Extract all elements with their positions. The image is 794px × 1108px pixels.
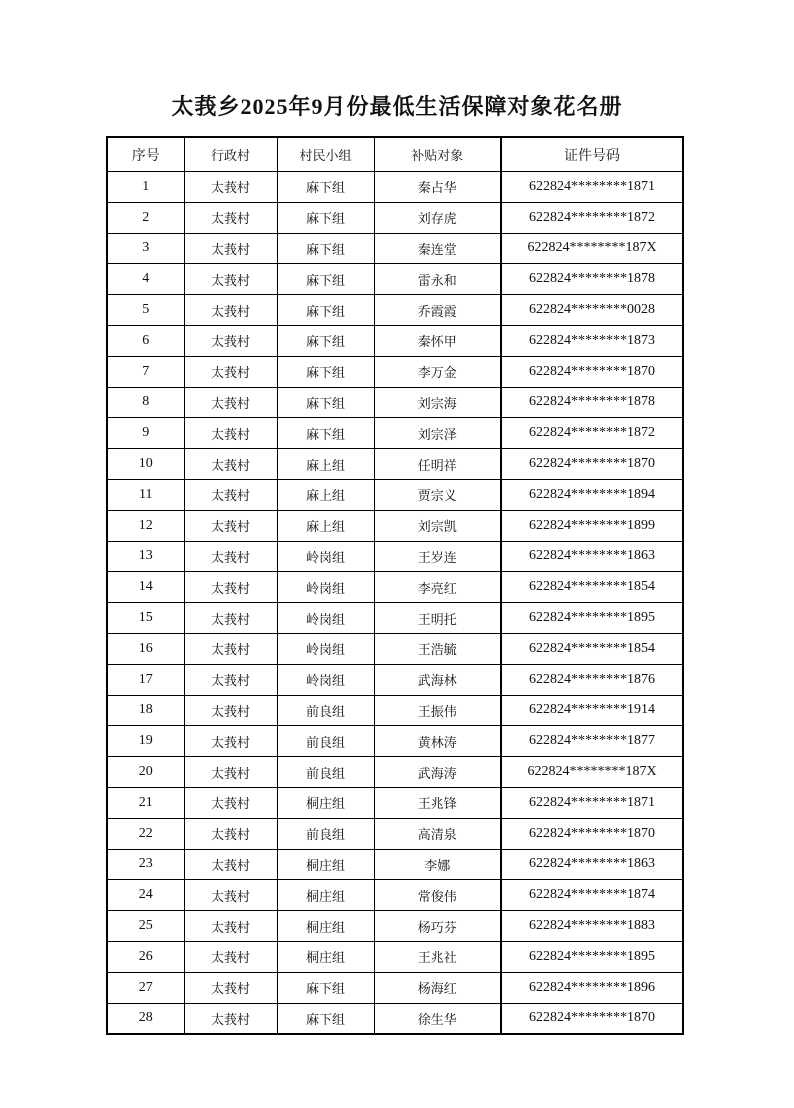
cell-seq: 4 (107, 264, 184, 295)
table-row (107, 172, 683, 203)
cell-village: 太莪村 (184, 911, 277, 942)
table-body (107, 172, 683, 1035)
cell-seq: 11 (107, 479, 184, 510)
cell-group: 麻上组 (277, 510, 374, 541)
cell-village: 太莪村 (184, 479, 277, 510)
table-row (107, 295, 683, 326)
cell-name: 高清泉 (374, 818, 501, 849)
cell-name: 刘宗海 (374, 387, 501, 418)
cell-id: 622824********1870 (501, 818, 683, 849)
cell-id: 622824********1874 (501, 880, 683, 911)
cell-village: 太莪村 (184, 787, 277, 818)
table-row (107, 233, 683, 264)
cell-group: 桐庄组 (277, 849, 374, 880)
table-row (107, 202, 683, 233)
cell-seq: 15 (107, 603, 184, 634)
cell-name: 雷永和 (374, 264, 501, 295)
table-row (107, 510, 683, 541)
cell-name: 李亮红 (374, 572, 501, 603)
cell-group: 岭岗组 (277, 541, 374, 572)
cell-group: 桐庄组 (277, 880, 374, 911)
cell-seq: 6 (107, 325, 184, 356)
cell-village: 太莪村 (184, 510, 277, 541)
cell-group: 岭岗组 (277, 572, 374, 603)
cell-name: 王兆社 (374, 941, 501, 972)
cell-name: 王岁连 (374, 541, 501, 572)
cell-seq: 28 (107, 1003, 184, 1034)
cell-village: 太莪村 (184, 1003, 277, 1034)
cell-name: 李万金 (374, 356, 501, 387)
cell-name: 秦怀甲 (374, 325, 501, 356)
table-row (107, 695, 683, 726)
cell-seq: 21 (107, 787, 184, 818)
cell-id: 622824********1871 (501, 787, 683, 818)
cell-name: 李娜 (374, 849, 501, 880)
cell-group: 麻下组 (277, 387, 374, 418)
cell-id: 622824********1877 (501, 726, 683, 757)
cell-group: 前良组 (277, 757, 374, 788)
cell-village: 太莪村 (184, 356, 277, 387)
cell-name: 武海林 (374, 664, 501, 695)
cell-group: 前良组 (277, 818, 374, 849)
cell-village: 太莪村 (184, 664, 277, 695)
cell-name: 王浩毓 (374, 633, 501, 664)
cell-id: 622824********1876 (501, 664, 683, 695)
cell-group: 麻下组 (277, 295, 374, 326)
cell-village: 太莪村 (184, 387, 277, 418)
cell-village: 太莪村 (184, 880, 277, 911)
table-row (107, 572, 683, 603)
cell-name: 任明祥 (374, 449, 501, 480)
cell-name: 贾宗义 (374, 479, 501, 510)
cell-seq: 25 (107, 911, 184, 942)
cell-seq: 1 (107, 172, 184, 203)
cell-seq: 23 (107, 849, 184, 880)
cell-name: 王明托 (374, 603, 501, 634)
cell-village: 太莪村 (184, 633, 277, 664)
cell-id: 622824********1878 (501, 387, 683, 418)
document-title: 太莪乡2025年9月份最低生活保障对象花名册 (171, 94, 623, 119)
cell-village: 太莪村 (184, 172, 277, 203)
table-row (107, 664, 683, 695)
cell-id: 622824********1872 (501, 202, 683, 233)
cell-name: 王兆锋 (374, 787, 501, 818)
cell-seq: 14 (107, 572, 184, 603)
cell-village: 太莪村 (184, 233, 277, 264)
table-row (107, 911, 683, 942)
cell-village: 太莪村 (184, 603, 277, 634)
table-row (107, 356, 683, 387)
cell-id: 622824********1878 (501, 264, 683, 295)
table-row (107, 387, 683, 418)
cell-seq: 22 (107, 818, 184, 849)
table-row (107, 757, 683, 788)
cell-group: 岭岗组 (277, 633, 374, 664)
cell-village: 太莪村 (184, 325, 277, 356)
cell-village: 太莪村 (184, 449, 277, 480)
cell-seq: 26 (107, 941, 184, 972)
cell-village: 太莪村 (184, 202, 277, 233)
cell-name: 刘宗凯 (374, 510, 501, 541)
cell-name: 乔霞霞 (374, 295, 501, 326)
cell-name: 杨巧芬 (374, 911, 501, 942)
cell-group: 前良组 (277, 726, 374, 757)
cell-group: 麻下组 (277, 202, 374, 233)
cell-seq: 19 (107, 726, 184, 757)
cell-id: 622824********1872 (501, 418, 683, 449)
cell-group: 麻下组 (277, 972, 374, 1003)
cell-seq: 10 (107, 449, 184, 480)
cell-id: 622824********1895 (501, 603, 683, 634)
cell-name: 王振伟 (374, 695, 501, 726)
header-row (107, 137, 683, 172)
cell-name: 黄林涛 (374, 726, 501, 757)
cell-id: 622824********1870 (501, 449, 683, 480)
cell-id: 622824********1873 (501, 325, 683, 356)
cell-id: 622824********1870 (501, 1003, 683, 1034)
cell-seq: 8 (107, 387, 184, 418)
header-id: 证件号码 (501, 137, 683, 172)
header-seq: 序号 (107, 137, 184, 172)
cell-id: 622824********1883 (501, 911, 683, 942)
cell-group: 桐庄组 (277, 787, 374, 818)
cell-village: 太莪村 (184, 757, 277, 788)
table-row (107, 264, 683, 295)
cell-seq: 5 (107, 295, 184, 326)
cell-group: 桐庄组 (277, 941, 374, 972)
cell-group: 麻上组 (277, 479, 374, 510)
cell-seq: 2 (107, 202, 184, 233)
roster-table (106, 136, 684, 1035)
cell-id: 622824********1894 (501, 479, 683, 510)
cell-seq: 16 (107, 633, 184, 664)
cell-seq: 17 (107, 664, 184, 695)
cell-id: 622824********1854 (501, 633, 683, 664)
table-row (107, 633, 683, 664)
table-row (107, 1003, 683, 1034)
table-row (107, 818, 683, 849)
cell-id: 622824********1854 (501, 572, 683, 603)
cell-village: 太莪村 (184, 418, 277, 449)
cell-id: 622824********1914 (501, 695, 683, 726)
cell-id: 622824********187X (501, 757, 683, 788)
cell-name: 刘宗泽 (374, 418, 501, 449)
table-row (107, 418, 683, 449)
cell-name: 徐生华 (374, 1003, 501, 1034)
cell-group: 麻下组 (277, 325, 374, 356)
cell-group: 麻下组 (277, 418, 374, 449)
cell-id: 622824********1863 (501, 541, 683, 572)
cell-village: 太莪村 (184, 572, 277, 603)
table-row (107, 849, 683, 880)
cell-id: 622824********187X (501, 233, 683, 264)
cell-group: 麻下组 (277, 233, 374, 264)
cell-id: 622824********1871 (501, 172, 683, 203)
cell-group: 麻上组 (277, 449, 374, 480)
cell-group: 麻下组 (277, 264, 374, 295)
header-name: 补贴对象 (374, 137, 501, 172)
table-row (107, 972, 683, 1003)
cell-id: 622824********0028 (501, 295, 683, 326)
cell-group: 麻下组 (277, 1003, 374, 1034)
cell-seq: 20 (107, 757, 184, 788)
cell-village: 太莪村 (184, 941, 277, 972)
cell-seq: 12 (107, 510, 184, 541)
cell-id: 622824********1863 (501, 849, 683, 880)
cell-seq: 13 (107, 541, 184, 572)
table-row (107, 941, 683, 972)
cell-seq: 3 (107, 233, 184, 264)
cell-village: 太莪村 (184, 264, 277, 295)
table-row (107, 449, 683, 480)
cell-name: 秦连堂 (374, 233, 501, 264)
table-row (107, 787, 683, 818)
header-group: 村民小组 (277, 137, 374, 172)
cell-id: 622824********1895 (501, 941, 683, 972)
cell-village: 太莪村 (184, 726, 277, 757)
table-row (107, 325, 683, 356)
cell-group: 桐庄组 (277, 911, 374, 942)
cell-group: 麻下组 (277, 172, 374, 203)
table-row (107, 603, 683, 634)
header-village: 行政村 (184, 137, 277, 172)
cell-group: 岭岗组 (277, 603, 374, 634)
cell-name: 刘存虎 (374, 202, 501, 233)
cell-id: 622824********1899 (501, 510, 683, 541)
cell-id: 622824********1896 (501, 972, 683, 1003)
cell-seq: 24 (107, 880, 184, 911)
cell-village: 太莪村 (184, 849, 277, 880)
table-row (107, 479, 683, 510)
cell-group: 麻下组 (277, 356, 374, 387)
cell-group: 前良组 (277, 695, 374, 726)
cell-id: 622824********1870 (501, 356, 683, 387)
cell-group: 岭岗组 (277, 664, 374, 695)
table-row (107, 880, 683, 911)
cell-village: 太莪村 (184, 818, 277, 849)
cell-name: 秦占华 (374, 172, 501, 203)
cell-village: 太莪村 (184, 295, 277, 326)
cell-seq: 9 (107, 418, 184, 449)
cell-village: 太莪村 (184, 972, 277, 1003)
cell-name: 杨海红 (374, 972, 501, 1003)
cell-village: 太莪村 (184, 695, 277, 726)
table-row (107, 726, 683, 757)
cell-seq: 18 (107, 695, 184, 726)
cell-name: 武海涛 (374, 757, 501, 788)
cell-village: 太莪村 (184, 541, 277, 572)
cell-name: 常俊伟 (374, 880, 501, 911)
cell-seq: 7 (107, 356, 184, 387)
cell-seq: 27 (107, 972, 184, 1003)
table-row (107, 541, 683, 572)
